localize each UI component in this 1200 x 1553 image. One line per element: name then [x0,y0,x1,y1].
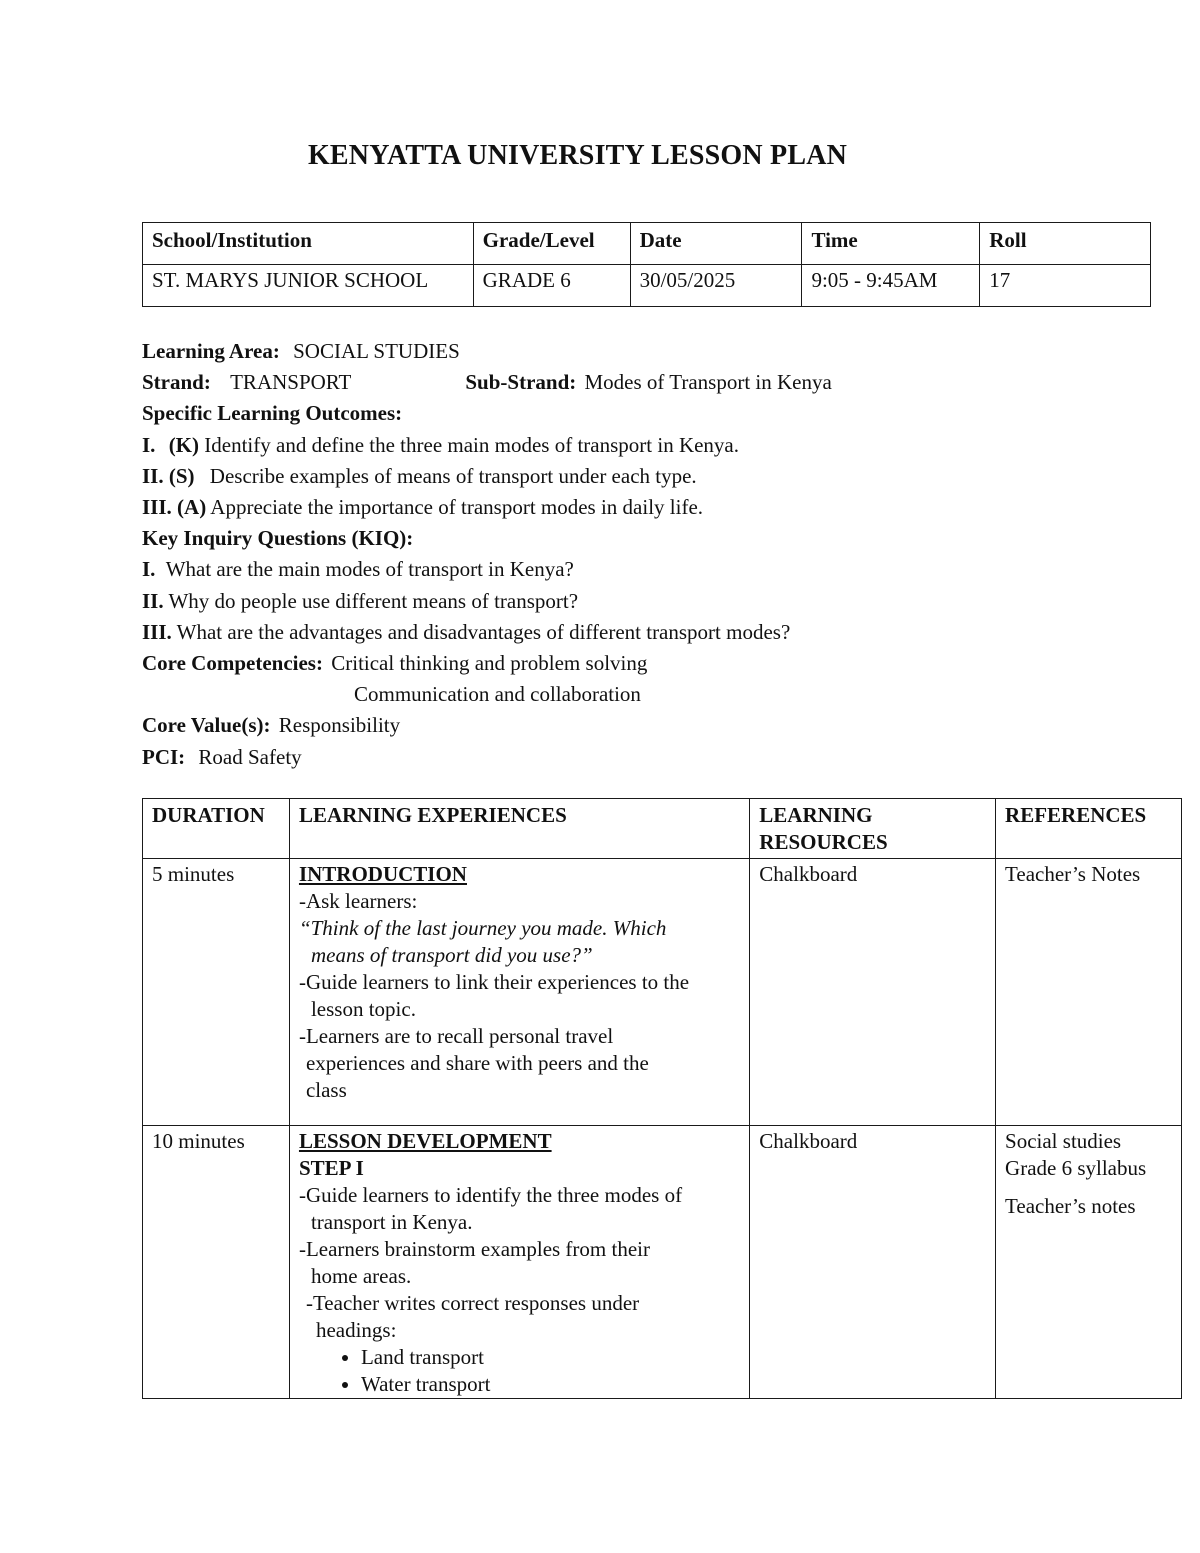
experience-line: experiences and share with peers and the [305,1051,649,1075]
competency-item: Critical thinking and problem solving [331,651,648,676]
info-date: 30/05/2025 [630,265,802,307]
learning-area-label: Learning Area: [142,339,280,363]
experience-line: lesson topic. [310,997,416,1021]
pci-value: Road Safety [198,744,302,769]
core-values-line [142,710,832,741]
kiq-item [142,554,832,585]
outcome-item [142,492,832,523]
outcome-number: III. [142,495,172,520]
experience-line: -Teacher writes correct responses under [305,1291,640,1315]
table-row [143,859,1182,1126]
pci-label: PCI: [142,744,186,769]
header-references: REFERENCES [996,799,1182,859]
info-grade: GRADE 6 [473,265,630,307]
info-time: 9:05 - 9:45AM [802,265,980,307]
core-values-label: Core Value(s): [142,713,271,738]
learning-area-line [142,336,832,367]
substrand-label: Sub-Strand: [465,370,577,395]
resources-cell: Chalkboard [750,1126,996,1399]
duration-cell: 5 minutes [143,859,290,1126]
list-item: • Land transport [361,1344,740,1371]
experiences-cell [289,859,749,1126]
kiq-number: I. [142,557,156,582]
section-heading: LESSON DEVELOPMENT [298,1129,552,1153]
competencies-label: Core Competencies: [142,651,323,676]
info-header-row [143,223,1151,265]
header-learning-experiences: LEARNING EXPERIENCES [289,799,749,859]
outcome-number: II. [142,463,164,488]
strand-label: Strand: [142,370,211,395]
info-value-row [143,265,1151,307]
outcome-text: Identify and define the three main modes of transport in Kenya. [204,432,740,457]
lesson-header-row [143,799,1182,859]
reference-line: Teacher’s Notes [1005,862,1141,886]
info-header-time: Time [802,223,980,265]
info-header-roll: Roll [980,223,1151,265]
kiq-text: What are the main modes of transport in Kenya? [165,557,574,582]
experience-line: -Learners are to recall personal travel [298,1024,614,1048]
kiq-item [142,586,832,617]
learning-area-value: SOCIAL STUDIES [293,339,460,363]
experience-line: -Guide learners to identify the three modes of [298,1183,683,1207]
competency-item: Communication and collaboration [354,682,641,707]
core-values-value: Responsibility [278,713,401,738]
experience-line: class [305,1078,347,1102]
strand-value: TRANSPORT [230,370,352,395]
experience-line: -Ask learners: [298,889,418,913]
experiences-cell [289,1126,749,1399]
experience-line: means of transport did you use?” [310,943,593,967]
section-heading: INTRODUCTION [298,862,467,886]
transport-list [299,1344,740,1398]
list-item: • Water transport [361,1371,740,1398]
table-row [143,1126,1182,1399]
outcome-tag: (S) [168,463,195,488]
references-cell [996,859,1182,1126]
info-school: ST. MARYS JUNIOR SCHOOL [143,265,474,307]
competencies-line [142,648,832,679]
reference-line: Social studies [1005,1129,1122,1153]
duration-cell: 10 minutes [143,1126,290,1399]
strand-line [142,367,832,398]
experience-line: transport in Kenya. [310,1210,473,1234]
info-table [142,222,1151,307]
outcome-tag: (K) [168,432,200,457]
outcome-item [142,461,832,492]
kiq-number: III. [142,619,172,644]
outcome-item [142,430,832,461]
info-roll: 17 [980,265,1151,307]
page-title: KENYATTA UNIVERSITY LESSON PLAN [307,140,848,171]
kiq-number: II. [142,588,164,613]
step-heading: STEP I [298,1156,364,1180]
resources-cell: Chalkboard [750,859,996,1126]
kiq-text: Why do people use different means of transport? [168,588,579,613]
substrand-value: Modes of Transport in Kenya [584,370,832,395]
outcomes-heading [142,398,832,429]
experience-line: -Guide learners to link their experiences to the [298,970,690,994]
experience-line: headings: [315,1318,397,1342]
outcome-text: Appreciate the importance of transport modes in daily life. [210,495,704,520]
outcomes-label: Specific Learning Outcomes: [142,401,403,426]
header-duration: DURATION [143,799,290,859]
kiq-heading [142,523,832,554]
info-header-school: School/Institution [143,223,474,265]
reference-line: Teacher’s notes [1005,1194,1136,1218]
experience-line: -Learners brainstorm examples from their [298,1237,650,1261]
kiq-label: Key Inquiry Questions (KIQ): [142,526,414,551]
outcome-tag: (A) [177,495,207,520]
lesson-table [142,798,1182,1399]
outcome-number: I. [142,432,156,457]
references-cell [996,1126,1182,1399]
pci-line [142,742,832,773]
info-header-grade: Grade/Level [473,223,630,265]
lesson-meta [142,336,832,773]
header-learning-resources: LEARNING RESOURCES [750,799,996,859]
kiq-item [142,617,832,648]
experience-line: “Think of the last journey you made. Which [298,916,667,940]
kiq-text: What are the advantages and disadvantages of different transport modes? [176,619,791,644]
reference-line: Grade 6 syllabus [1005,1156,1147,1180]
experience-line: home areas. [310,1264,412,1288]
outcome-text: Describe examples of means of transport under each type. [209,463,697,488]
info-header-date: Date [630,223,802,265]
competencies-line-2 [142,679,832,710]
